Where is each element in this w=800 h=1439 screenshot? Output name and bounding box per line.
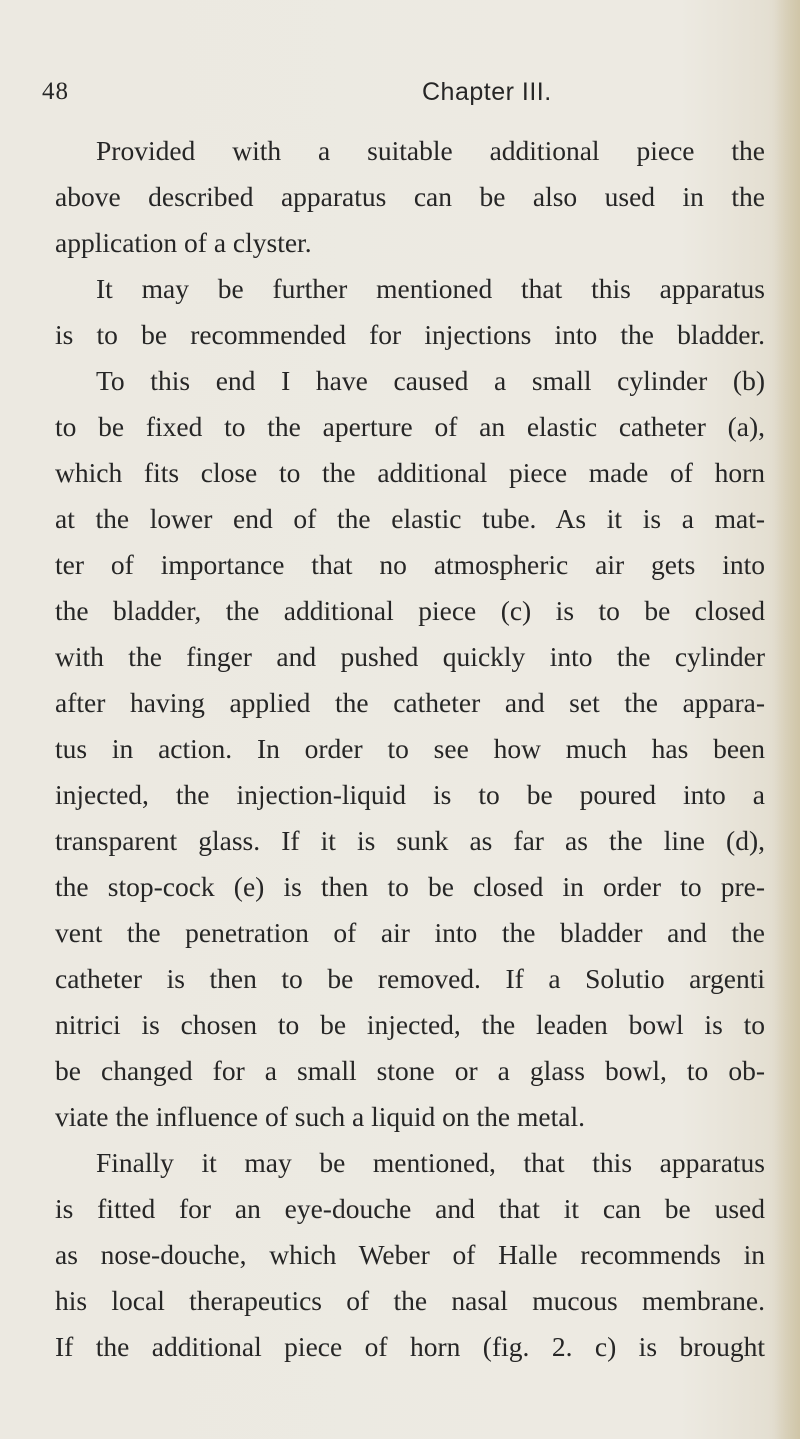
text-line: be changed for a small stone or a glass bowl, to ob- [55,1055,765,1086]
text-line: is to be recommended for injections into the bladder. [55,319,765,350]
text-line: ter of importance that no atmospheric air gets into [55,549,765,580]
page-number: 48 [42,78,69,105]
text-line: his local therapeutics of the nasal mucous membrane. [55,1285,765,1316]
text-line: application of a clyster. [55,227,312,258]
body-text [55,128,765,1370]
chapter-title: Chapter III. [422,78,552,106]
text-line: vent the penetration of air into the bladder and the [55,917,765,948]
text-line: It may be further mentioned that this apparatus [96,273,765,304]
text-line: tus in action. In order to see how much has been [55,733,765,764]
text-line: the bladder, the additional piece (c) is to be closed [55,595,765,626]
text-line: viate the influence of such a liquid on the metal. [55,1101,585,1132]
text-line: after having applied the catheter and set the appara- [55,687,765,718]
text-line: catheter is then to be removed. If a Solutio argenti [55,963,765,994]
text-line: nitrici is chosen to be injected, the leaden bowl is to [55,1009,765,1040]
text-line: as nose-douche, which Weber of Halle recommends in [55,1239,765,1270]
text-line: the stop-cock (e) is then to be closed in order to pre- [55,871,765,902]
text-line: to be fixed to the aperture of an elastic catheter (a), [55,411,765,442]
text-line: at the lower end of the elastic tube. As it is a mat- [55,503,765,534]
running-head [42,78,742,112]
text-line: transparent glass. If it is sunk as far as the line (d), [55,825,765,856]
text-line: injected, the injection-liquid is to be poured into a [55,779,765,810]
text-line: To this end I have caused a small cylinder (b) [96,365,765,396]
text-line: with the finger and pushed quickly into the cylinder [55,641,765,672]
page-edge-shadow [774,0,800,1439]
text-line: is fitted for an eye-douche and that it can be used [55,1193,765,1224]
text-line: Finally it may be mentioned, that this apparatus [96,1147,765,1178]
text-line: above described apparatus can be also used in the [55,181,765,212]
text-line: If the additional piece of horn (fig. 2. c) is brought [55,1331,765,1362]
text-line: Provided with a suitable additional piece the [96,135,765,166]
text-line: which fits close to the additional piece made of horn [55,457,765,488]
